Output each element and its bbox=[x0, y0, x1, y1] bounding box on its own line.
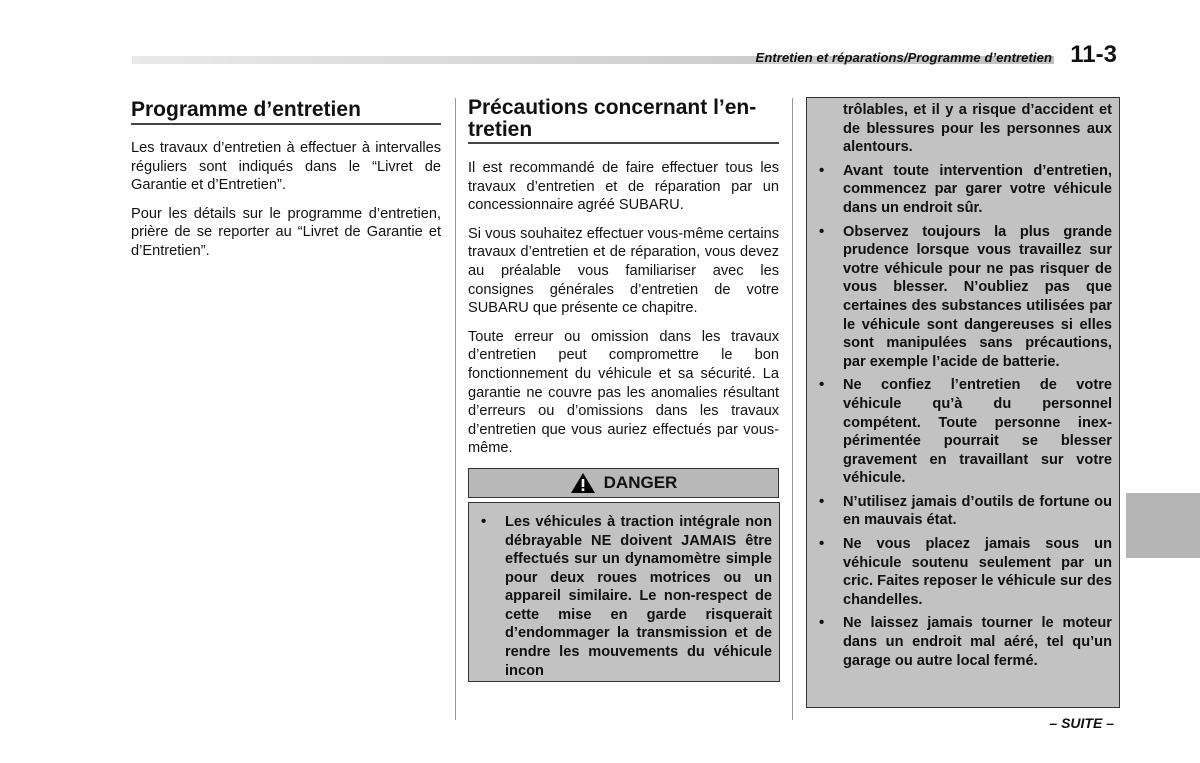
chapter-thumb-tab bbox=[1126, 493, 1200, 558]
danger-continuation-text: trôlables, et il y a risque d’accident et de blessures pour les personnes aux alentours. bbox=[843, 102, 1112, 156]
middle-paragraph-2: Si vous souhaitez effectuer vous-même certains travaux d’entretien et de réparation, vous devez au préalable vous familiariser avec les consignes générales d’entretien de votre SUBARU que présente ce chapitre. bbox=[468, 225, 779, 317]
danger-continuation-box bbox=[806, 97, 1120, 708]
danger-box bbox=[468, 502, 780, 682]
left-column bbox=[131, 97, 441, 271]
danger-list bbox=[476, 513, 772, 680]
middle-paragraph-3: Toute erreur ou omission dans les travaux d’entretien peut compromettre le bon fonctionnement du véhicule et sa sécurité. La garantie ne couvre pas les anomalies résultant d’erreurs ou d’omissions dans les travaux d’entretien que vous auriez effectués par vous-même. bbox=[468, 328, 779, 457]
maintenance-program-heading: Programme d’entretien bbox=[131, 97, 441, 125]
page-number: 11-3 bbox=[1070, 41, 1117, 68]
section-title: Entretien et réparations/Programme d’entretien bbox=[755, 50, 1052, 65]
column-divider-left bbox=[455, 98, 456, 720]
warning-triangle-icon bbox=[570, 472, 596, 494]
danger-label: DANGER bbox=[603, 472, 678, 492]
danger-item: • Ne laissez jamais tourner le moteur dans un endroit mal aéré, tel qu’un garage ou autre local fermé. bbox=[814, 614, 1112, 670]
left-paragraph-1: Les travaux d’entretien à effectuer à intervalles réguliers sont indiqués dans le “Livret de Garantie et d’Entretien”. bbox=[131, 140, 441, 194]
danger-item: • Ne confiez l’entretien de votre véhicule qu’à du personnel compétent. Toute personne inexpérimentée pourrait se blesser gravement en travaillant sur votre véhicule. bbox=[814, 376, 1112, 488]
danger-list-continued bbox=[814, 162, 1112, 670]
danger-item: • N’utilisez jamais d’outils de fortune ou en mauvais état. bbox=[814, 493, 1112, 530]
danger-item: • Ne vous placez jamais sous un véhicule soutenu seulement par un cric. Faites reposer le véhicule sur des chandelles. bbox=[814, 535, 1112, 609]
danger-header bbox=[468, 468, 779, 498]
middle-paragraph-1: Il est recommandé de faire effectuer tous les travaux d’entretien et de réparation par un concessionnaire agréé SUBARU. bbox=[468, 160, 779, 214]
middle-column bbox=[468, 97, 779, 682]
danger-item: • Observez toujours la plus grande prudence lorsque vous travaillez sur votre véhicule pour ne pas risquer de vous blesser. N’oubliez pas que certaines des substances utilisées par le véhicule sont dangereuses si elles sont manipulées sans précautions, par exemple l’acide de batterie. bbox=[814, 223, 1112, 372]
left-paragraph-2: Pour les détails sur le programme d’entretien, prière de se reporter au “Livret de Garantie et d’Entretien”. bbox=[131, 205, 441, 259]
column-divider-right bbox=[792, 98, 793, 720]
danger-item: • Les véhicules à traction intégrale non débrayable NE doivent JAMAIS être effectués sur un dynamomètre simple pour deux roues motrices ou un appareil similaire. Le non-respect de cette mise en garde risquerait d’endommager la transmission et de rendre les mouvements du véhicule incon bbox=[476, 513, 772, 680]
continued-label: – SUITE – bbox=[1049, 715, 1114, 731]
danger-item: • Avant toute intervention d’entretien, commencez par garer votre véhicule dans un endroit sûr. bbox=[814, 162, 1112, 218]
precautions-heading: Précautions concernant l’entretien bbox=[468, 97, 779, 144]
